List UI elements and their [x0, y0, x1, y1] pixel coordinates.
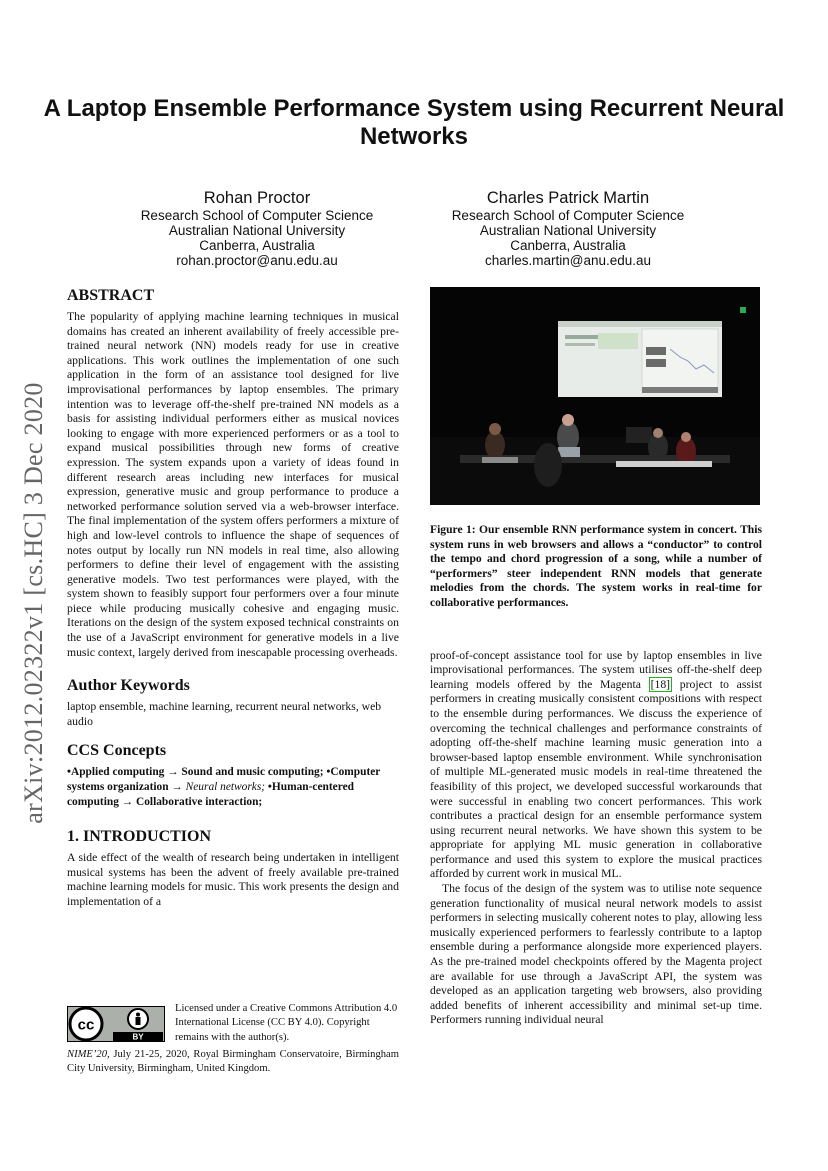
author-affiliation: Australian National University [168, 223, 346, 238]
cc-badge-label: cc [77, 1016, 95, 1034]
paper-title: A Laptop Ensemble Performance System using Recurrent Neural Networks [43, 95, 785, 150]
author-email: charles.martin@anu.edu.au [484, 253, 652, 268]
keywords-heading: Author Keywords [67, 677, 190, 695]
author-affiliation: Australian National University [479, 223, 657, 238]
by-badge-label: BY [132, 1032, 144, 1042]
introduction-heading: 1. INTRODUCTION [67, 828, 212, 846]
author-city: Canberra, Australia [510, 238, 626, 253]
venue-line: NIME’20, July 21-25, 2020, Royal Birmingham Conservatoire, Birmingham City University, Birmingham, United Kingdom. [67, 1049, 399, 1075]
right-column [430, 287, 762, 1028]
author-block-1 [107, 188, 407, 268]
author-affiliation: Research School of Computer Science [140, 208, 374, 223]
citation-link[interactable]: [18] [650, 677, 671, 691]
introduction-text: A side effect of the wealth of research being undertaken in intelligent musical systems has been the advent of freely available pre-trained machine learning models for music. This work presents the design and implementation of a [67, 851, 399, 908]
abstract-heading: ABSTRACT [67, 287, 155, 304]
arxiv-identifier: arXiv:2012.02322v1 [cs.HC] 3 Dec 2020 [19, 382, 48, 824]
body-paragraph: proof-of-concept assistance tool for use by laptop ensembles in live improvisational performances. The system utilises off-the-shelf deep learning models offered by the Magenta [18] project to assist performers in creating musically consistent compositions with respect to the ensemble during performances. We discuss the experience of overcoming the technical challenges and performance constraints of adopting off-the-shelf machine learning music generation into a browser-based laptop ensemble environment. While synchronisation of multiple ML-generated music models in real-time threatened the feasibility of this project, we developed successful workarounds that were successful in enabling two concert performances. This work contributes a practical design for an ensemble performance system using recurrent neural networks. We have shown this system to be appropriate for applying ML music generation in collaborative performance and used this system to explore the musical practices afforded by current work in musical ML. [430, 648, 762, 881]
author-name: Charles Patrick Martin [486, 189, 650, 207]
cc-by-license-icon [67, 1006, 165, 1042]
author-name: Rohan Proctor [203, 189, 311, 207]
concert-photo [430, 287, 760, 505]
author-block-2 [418, 188, 718, 268]
ccs-text: •Applied computing → Sound and music computing; •Computer systems organization → Neural networks; •Human-centered computing → Collaborative interaction; [67, 766, 381, 808]
author-affiliation: Research School of Computer Science [451, 208, 685, 223]
ccs-heading: CCS Concepts [67, 742, 167, 760]
abstract-text: The popularity of applying machine learning techniques in musical domains has created an inherent availability of freely accessible pre-trained neural network (NN) models ready for use in creative applications. This work outlines the implementation of one such application in the form of an assistance tool designed for live improvisational performances by laptop ensembles. The primary intention was to leverage off-the-shelf pre-trained NN models as a basis for assisting individual performers either as musical novices looking to engage with more experienced performers or as a tool to expand musical possibilities through new forms of creative expression. The system expands upon a variety of ideas found in different research areas including new interfaces for musical expression, generative music and group performance to produce a networked performance solution served via a web-browser interface. The final implementation of the system offers performers a mixture of high and low-level controls to influence the shape of sequences of notes output by locally run NN models in real time, also allowing performers to define their level of engagement with the assisting generative models. Two test performances were played, with the system shown to feasibly support four performers over a four minute piece while producing musically cohesive and engaging music. Iterations on the design of the system exposed technical constraints on the use of a JavaScript environment for generative models in a live music context, largely derived from inescapable processing overheads. [67, 310, 399, 659]
license-text: Licensed under a Creative Commons Attribution 4.0 International License (CC BY 4.0). Copyright remains with the author(s). [175, 1003, 398, 1043]
figure-caption: Figure 1: Our ensemble RNN performance system in concert. This system runs in web browsers and allows a “conductor” to control the tempo and chord progression of a song, while a number of “performers” steer independent RNN models that generate melodies from the chords. The system works in real-time for collaborative performances. [430, 523, 762, 609]
author-city: Canberra, Australia [199, 238, 315, 253]
body-paragraph: The focus of the design of the system was to utilise note sequence generation functionality of musical neural network models to assist performers in selecting musically coherent notes to play, allowing less musically experienced performers to fearlessly contribute to a laptop ensemble during a performance alongside more experienced players. As the pre-trained model checkpoints offered by the Magenta project are available for use through a JavaScript API, the system was developed as an application targeting web browsers, also providing added benefits of inherent accessibility and minimal set-up time. Performers running individual neural [430, 882, 762, 1027]
author-email: rohan.proctor@anu.edu.au [176, 253, 338, 268]
keywords-text: laptop ensemble, machine learning, recurrent neural networks, web audio [67, 700, 382, 728]
left-column [67, 286, 399, 910]
